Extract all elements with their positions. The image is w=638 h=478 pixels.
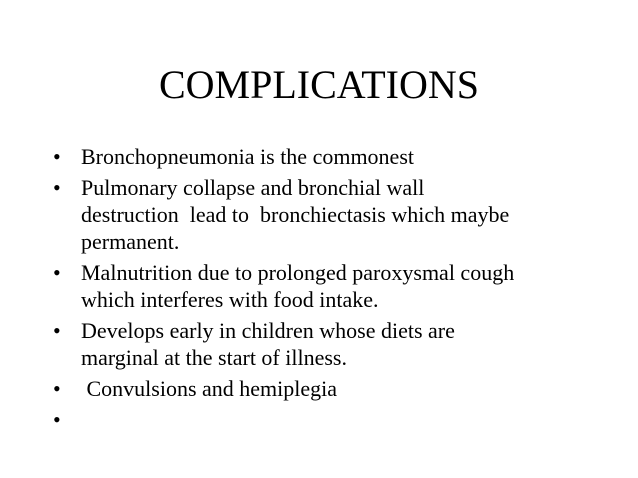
list-item — [53, 143, 613, 170]
list-item — [53, 317, 613, 371]
bullet-line: marginal at the start of illness. — [81, 345, 347, 370]
bullet-line: permanent. — [81, 229, 180, 254]
bullet-line: destruction lead to bronchiectasis which maybe — [81, 202, 510, 227]
bullet-line: Malnutrition due to prolonged paroxysmal cough — [81, 260, 515, 285]
bullet-icon: • — [53, 144, 61, 169]
list-item — [53, 259, 613, 313]
bullet-list — [53, 143, 613, 437]
bullet-line: Develops early in children whose diets are — [81, 318, 455, 343]
bullet-line: Bronchopneumonia is the commonest — [81, 144, 414, 169]
bullet-icon: • — [53, 175, 61, 200]
bullet-icon: • — [53, 407, 61, 432]
list-item — [53, 406, 613, 433]
bullet-line: Convulsions and hemiplegia — [81, 376, 338, 401]
bullet-icon: • — [53, 376, 61, 401]
list-item — [53, 174, 613, 255]
slide-title: COMPLICATIONS — [158, 62, 480, 107]
bullet-line: Pulmonary collapse and bronchial wall — [81, 175, 425, 200]
bullet-icon: • — [53, 318, 61, 343]
list-item — [53, 375, 613, 402]
bullet-line: which interferes with food intake. — [81, 287, 379, 312]
bullet-icon: • — [53, 260, 61, 285]
